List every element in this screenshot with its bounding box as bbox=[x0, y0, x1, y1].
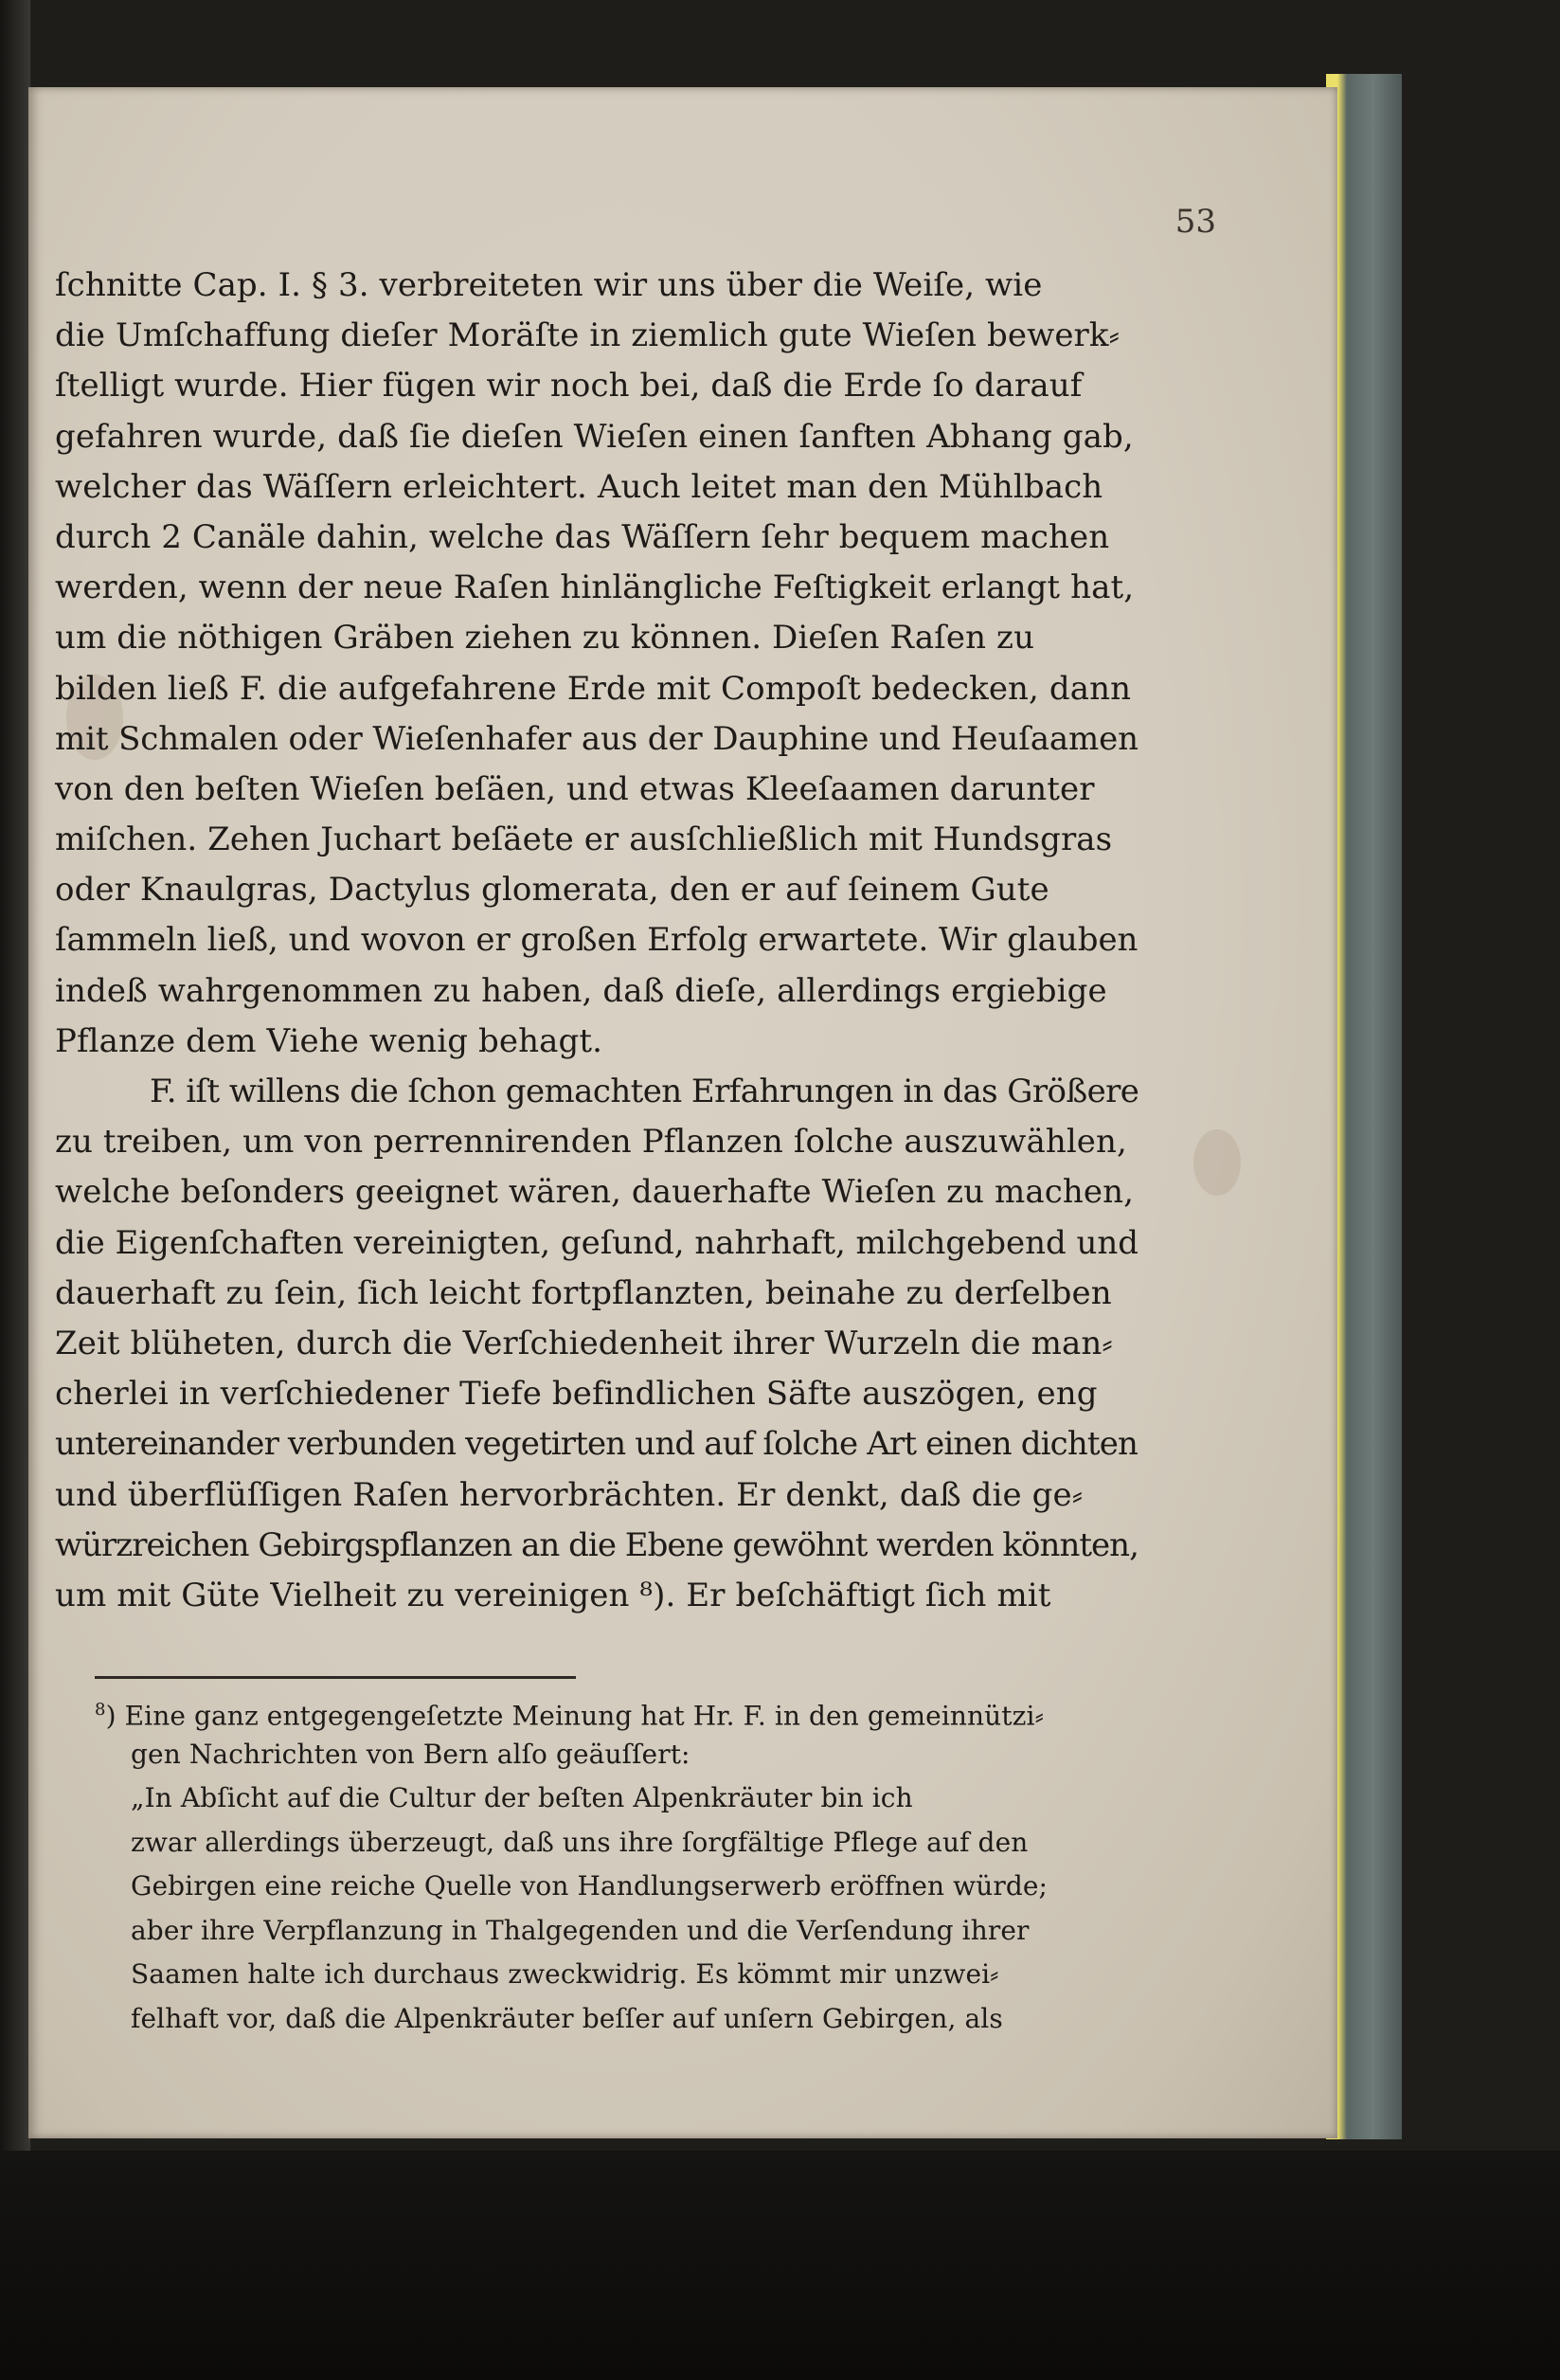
text-line: mit Schmalen oder Wieſenhafer aus der Dauphine und Heuſaamen bbox=[55, 719, 1139, 758]
paper-stain bbox=[1193, 1129, 1241, 1196]
book-page bbox=[28, 87, 1337, 2138]
footnote-line: Saamen halte ich durchaus zweckwidrig. Es kömmt mir unzwei⸗ bbox=[131, 1958, 999, 1990]
text-line: indeß wahrgenommen zu haben, daß dieſe, allerdings ergiebige bbox=[55, 971, 1107, 1010]
footnote-line: gen Nachrichten von Bern alſo geäuſſert: bbox=[131, 1738, 690, 1770]
cover-board-edge bbox=[1326, 74, 1402, 2139]
text-line: durch 2 Canäle dahin, welche das Wäſſern ſehr bequem machen bbox=[55, 517, 1110, 556]
book-binding-edge bbox=[0, 0, 30, 2380]
text-line: untereinander verbunden vegetirten und auf ſolche Art einen dichten bbox=[55, 1425, 1139, 1464]
text-line: von den beſten Wieſen beſäen, und etwas Kleeſaamen darunter bbox=[55, 769, 1095, 808]
scan-background bbox=[0, 2151, 1560, 2380]
footnote-line: aber ihre Verpflanzung in Thalgegenden und die Verſendung ihrer bbox=[131, 1914, 1030, 1946]
text-line: Zeit blüheten, durch die Verſchiedenheit ihrer Wurzeln die man⸗ bbox=[55, 1324, 1113, 1362]
footnote-line: Gebirgen eine reiche Quelle von Handlungserwerb eröffnen würde; bbox=[131, 1870, 1049, 1902]
footnote-separator bbox=[95, 1676, 576, 1679]
text-line: bilden ließ F. die aufgefahrene Erde mit Compoſt bedecken, dann bbox=[55, 669, 1132, 708]
page-number: 53 bbox=[1174, 203, 1216, 241]
footnote-line: $^8$) Eine ganz entgegengeſetzte Meinung hat Hr. F. in den gemeinnützi⸗ bbox=[95, 1700, 1044, 1732]
footnote bbox=[95, 1688, 1156, 2041]
footnote-marker: 8 bbox=[95, 1700, 106, 1720]
text-line: oder Knaulgras, Dactylus glomerata, den er auf ſeinem Gute bbox=[55, 871, 1049, 910]
text-line: Pflanze dem Viehe wenig behagt. bbox=[55, 1021, 603, 1060]
footnote-line: „In Abſicht auf die Cultur der beſten Alpenkräuter bin ich bbox=[131, 1782, 913, 1813]
text-line: die Umſchaffung dieſer Moräſte in ziemlich gute Wieſen bewerk⸗ bbox=[55, 316, 1121, 355]
text-line: miſchen. Zehen Juchart beſäete er ausſchließlich mit Hundsgras bbox=[55, 820, 1113, 859]
text-line: und überflüſſigen Raſen hervorbrächten. Er denkt, daß die ge⸗ bbox=[55, 1475, 1084, 1514]
text-line: dauerhaft zu ſein, ſich leicht fortpflanzten, beinahe zu derſelben bbox=[55, 1273, 1112, 1312]
text-line: ſtelligt wurde. Hier fügen wir noch bei, daß die Erde ſo darauf bbox=[55, 367, 1083, 406]
text-line: um die nöthigen Gräben ziehen zu können. Dieſen Raſen zu bbox=[55, 619, 1035, 658]
footnote-line: felhaft vor, daß die Alpenkräuter beſſer auf unſern Gebirgen, als bbox=[131, 2002, 1003, 2034]
footnote-line: zwar allerdings überzeugt, daß uns ihre ſorgfältige Pflege auf den bbox=[131, 1826, 1029, 1858]
text-line: gefahren wurde, daß ſie dieſen Wieſen einen ſanften Abhang gab, bbox=[55, 417, 1134, 456]
text-line: um mit Güte Vielheit zu vereinigen ⁸). Er beſchäftigt ſich mit bbox=[55, 1576, 1051, 1614]
text-line: die Eigenſchaften vereinigten, geſund, nahrhaft, milchgebend und bbox=[55, 1223, 1139, 1262]
text-line: cherlei in verſchiedener Tiefe befindlichen Säfte auszögen, eng bbox=[55, 1375, 1098, 1414]
text-line: zu treiben, um von perrennirenden Pflanzen ſolche auszuwählen, bbox=[55, 1123, 1127, 1162]
main-text bbox=[55, 261, 1144, 1621]
text-line: welcher das Wäſſern erleichtert. Auch leitet man den Mühlbach bbox=[55, 467, 1103, 506]
text-line: werden, wenn der neue Raſen hinlängliche Feſtigkeit erlangt hat, bbox=[55, 568, 1135, 607]
text-line: welche beſonders geeignet wären, dauerhafte Wieſen zu machen, bbox=[55, 1173, 1134, 1212]
text-line: ſchnitte Cap. I. § 3. verbreiteten wir uns über die Weiſe, wie bbox=[55, 266, 1043, 304]
text-line: F. iſt willens die ſchon gemachten Erfahrungen in das Größere bbox=[150, 1073, 1139, 1110]
text-line: ſammeln ließ, und wovon er großen Erfolg erwartete. Wir glauben bbox=[55, 921, 1139, 960]
text-line: würzreichen Gebirgspflanzen an die Ebene gewöhnt werden könnten, bbox=[55, 1525, 1139, 1564]
